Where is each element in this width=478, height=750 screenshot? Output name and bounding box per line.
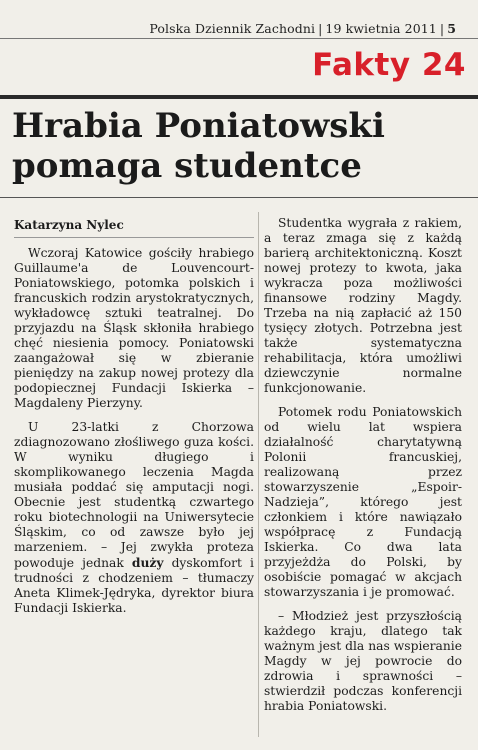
section-rule [0,95,478,99]
author-byline: Katarzyna Nylec [14,218,124,232]
column-divider [258,212,259,737]
header-separator: | [318,21,323,36]
headline-line-2: pomaga studentce [12,146,362,186]
section-title: Fakty 24 [312,47,466,83]
article-headline [12,106,472,186]
publication-name: Polska Dziennik Zachodni [149,21,316,36]
article-column-1 [14,246,254,625]
paragraph-text: dyskomfort i trudności z chodzeniem – tłumaczy Aneta Klimek-Jędryka, dyrektor biura Fundacji Iskierka. [14,556,254,615]
byline-rule [14,237,254,238]
paragraph: Wczoraj Katowice gościły hrabiego Guillaume'a de Louvencourt-Poniatowskiego, potomka polskich i francuskich rodzin arystokratycznych, wykładowcę sztuki teatralnej. Do przyjazdu na Śląsk skłoniła hrabiego chęć niesienia pomocy. Poniatowski zaangażował się w zbieranie pieniędzy na zakup nowej protezy dla podopiecznej Fundacji Iskierka – Magdaleny Pierzyny. [14,246,254,410]
paragraph: Potomek rodu Poniatowskich od wielu lat wspiera działalność charytatywną Polonii francuskiej, realizowaną przez stowarzyszenie „Espoir-Nadzieja”, którego jest członkiem i które nawiązało współpracę z Fundacją Iskierka. Co dwa lata przyjeżdża do Polski, by osobiście pomagać w akcjach stowarzyszania i je promować. [264,405,462,599]
page-number: 5 [447,21,456,36]
paragraph: – Młodzież jest przyszłością każdego kraju, dlatego tak ważnym jest dla nas wspieranie Magdy w jej powrocie do zdrowia i sprawności – stwierdził podczas konferencji hrabia Poniatowski. [264,609,462,713]
headline-rule [0,197,478,198]
issue-date: 19 kwietnia 2011 [325,21,437,36]
running-header [149,21,456,36]
emphasized-word: duży [131,555,164,570]
paragraph: Studentka wygrała z rakiem, a teraz zmaga się z każdą barierą architektoniczną. Koszt nowej protezy to kwota, jaka wykracza poza możliwości finansowe rodziny Magdy. Trzeba na nią zapłacić aż 150 tysięcy złotych. Potrzebna jest także systematyczna rehabilitacja, która umożliwi dziewczynie normalne funkcjonowanie. [264,216,462,395]
paragraph-text: U 23-latki z Chorzowa zdiagnozowano złośliwego guza kości. W wyniku długiego i skomplikowanego leczenia Magda musiała poddać się amputacji nogi. Obecnie jest studentką czwartego roku biotechnologii na Uniwersytecie Śląskim, co od zawsze było jej marzeniem. – Jej zwykła proteza powoduje jednak [14,420,254,570]
paragraph [14,420,254,616]
header-rule [0,38,478,39]
headline-line-1: Hrabia Poniatowski [12,106,385,146]
article-column-2 [264,216,462,723]
header-separator: | [439,21,445,36]
